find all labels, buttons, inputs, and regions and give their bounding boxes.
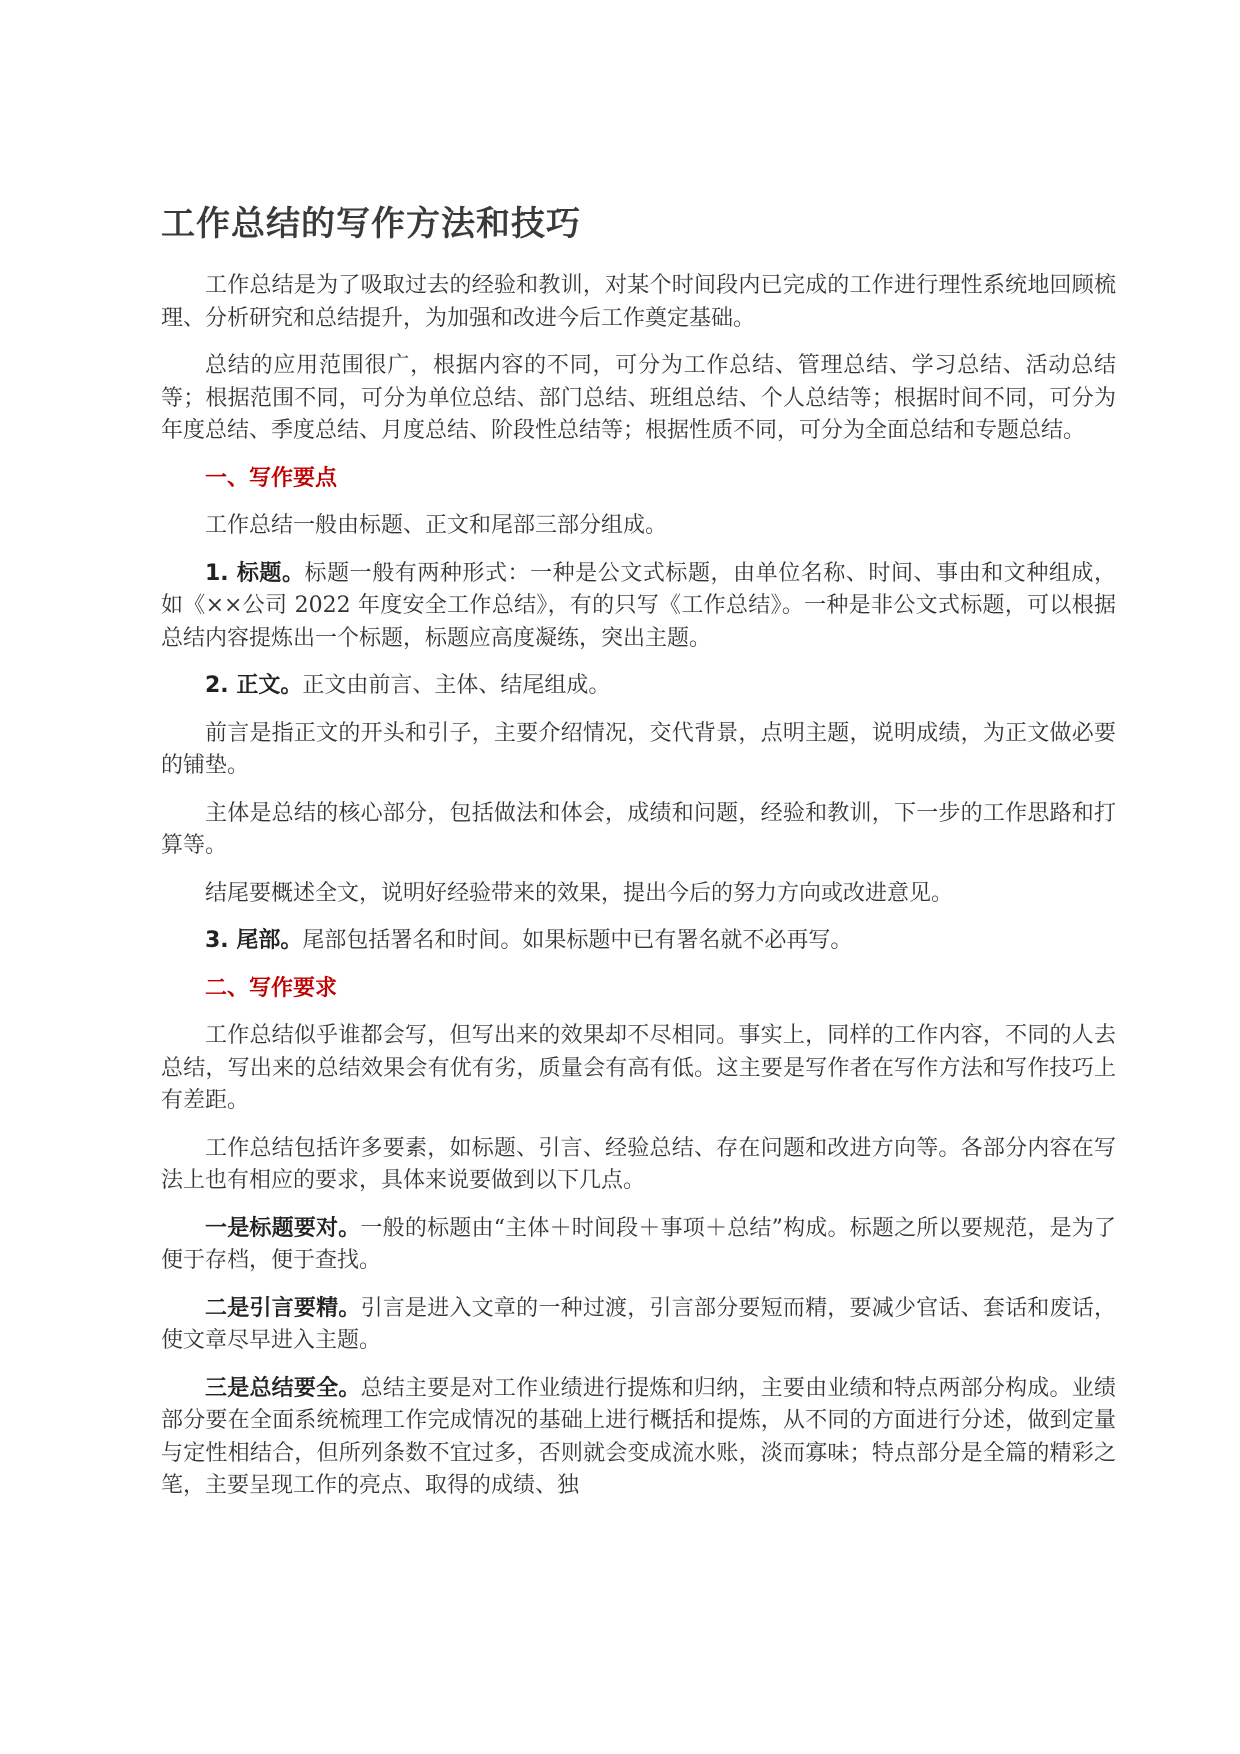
lead-summary-rule: 三是总结要全。: [205, 1375, 361, 1401]
text-body: 正文由前言、主体、结尾组成。: [302, 673, 611, 698]
lead-title-rule: 一是标题要对。: [205, 1215, 361, 1241]
lead-footer: 3. 尾部。: [205, 928, 303, 953]
text-footer: 尾部包括署名和时间。如果标题中已有署名就不必再写。: [302, 928, 853, 953]
text-intro-rule: 引言是进入文章的一种过渡，引言部分要短而精，要减少官话、套话和废话，使文章尽早进入主题。: [161, 1295, 1116, 1353]
section1-paragraph-ending: 结尾要概述全文，说明好经验带来的效果，提出今后的努力方向或改进意见。: [205, 880, 954, 906]
section1-paragraph-title: [161, 558, 1116, 656]
section2-paragraph-intro-rule: [161, 1293, 1116, 1358]
section1-paragraph-body: [161, 670, 1116, 703]
section1-paragraph-0: 工作总结一般由标题、正文和尾部三部分组成。: [205, 513, 668, 538]
text-summary-rule: 总结主要是对工作业绩进行提炼和归纳，主要由业绩和特点两部分构成。业绩部分要在全面系统梳理工作完成情况的基础上进行概括和提炼，从不同的方面进行分述，做到定量与定性相结合，但所列条数不宜过多，否则就会变成流水账，淡而寡味；特点部分是全篇的精彩之笔，主要呈现工作的亮点、取得的成绩、独: [161, 1375, 1116, 1498]
lead-title: 1. 标题。: [205, 560, 305, 586]
text-title-rule: 一般的标题由“主体＋时间段＋事项＋总结”构成。标题之所以要规范，是为了便于存档，便于查找。: [161, 1215, 1116, 1273]
document-page: [161, 198, 1116, 1518]
lead-intro-rule: 二是引言要精。: [205, 1295, 361, 1321]
lead-body: 2. 正文。: [205, 673, 303, 698]
section2-paragraph-0: 工作总结似乎谁都会写，但写出来的效果却不尽相同。事实上，同样的工作内容，不同的人去总结，写出来的总结效果会有优有劣，质量会有高有低。这主要是写作者在写作方法和写作技巧上有差距。: [161, 1023, 1116, 1113]
intro-paragraph-2: 总结的应用范围很广，根据内容的不同，可分为工作总结、管理总结、学习总结、活动总结等；根据范围不同，可分为单位总结、部门总结、班组总结、个人总结等；根据时间不同，可分为年度总结、季度总结、月度总结、阶段性总结等；根据性质不同，可分为全面总结和专题总结。: [161, 353, 1116, 443]
section-heading-writing-requirements: 二、写作要求: [205, 975, 338, 1001]
section2-paragraph-title-rule: [161, 1213, 1116, 1278]
document-title: 工作总结的写作方法和技巧: [161, 204, 581, 244]
text-title: 标题一般有两种形式：一种是公文式标题，由单位名称、时间、事由和文种组成，如《××公司 2022 年度安全工作总结》，有的只写《工作总结》。一种是非公文式标题，可以根据总结内容提炼出一个标题，标题应高度凝练，突出主题。: [161, 560, 1116, 651]
section1-paragraph-main: 主体是总结的核心部分，包括做法和体会，成绩和问题，经验和教训，下一步的工作思路和打算等。: [161, 800, 1116, 858]
section-heading-writing-points: 一、写作要点: [205, 465, 338, 491]
section2-paragraph-summary-rule: [161, 1373, 1116, 1503]
section2-paragraph-1: 工作总结包括许多要素，如标题、引言、经验总结、存在问题和改进方向等。各部分内容在写法上也有相应的要求，具体来说要做到以下几点。: [161, 1135, 1116, 1193]
intro-paragraph-1: 工作总结是为了吸取过去的经验和教训，对某个时间段内已完成的工作进行理性系统地回顾梳理、分析研究和总结提升，为加强和改进今后工作奠定基础。: [161, 273, 1116, 331]
section1-paragraph-preface: 前言是指正文的开头和引子，主要介绍情况，交代背景，点明主题，说明成绩，为正文做必要的铺垫。: [161, 720, 1116, 778]
section1-paragraph-footer: [161, 925, 1116, 958]
